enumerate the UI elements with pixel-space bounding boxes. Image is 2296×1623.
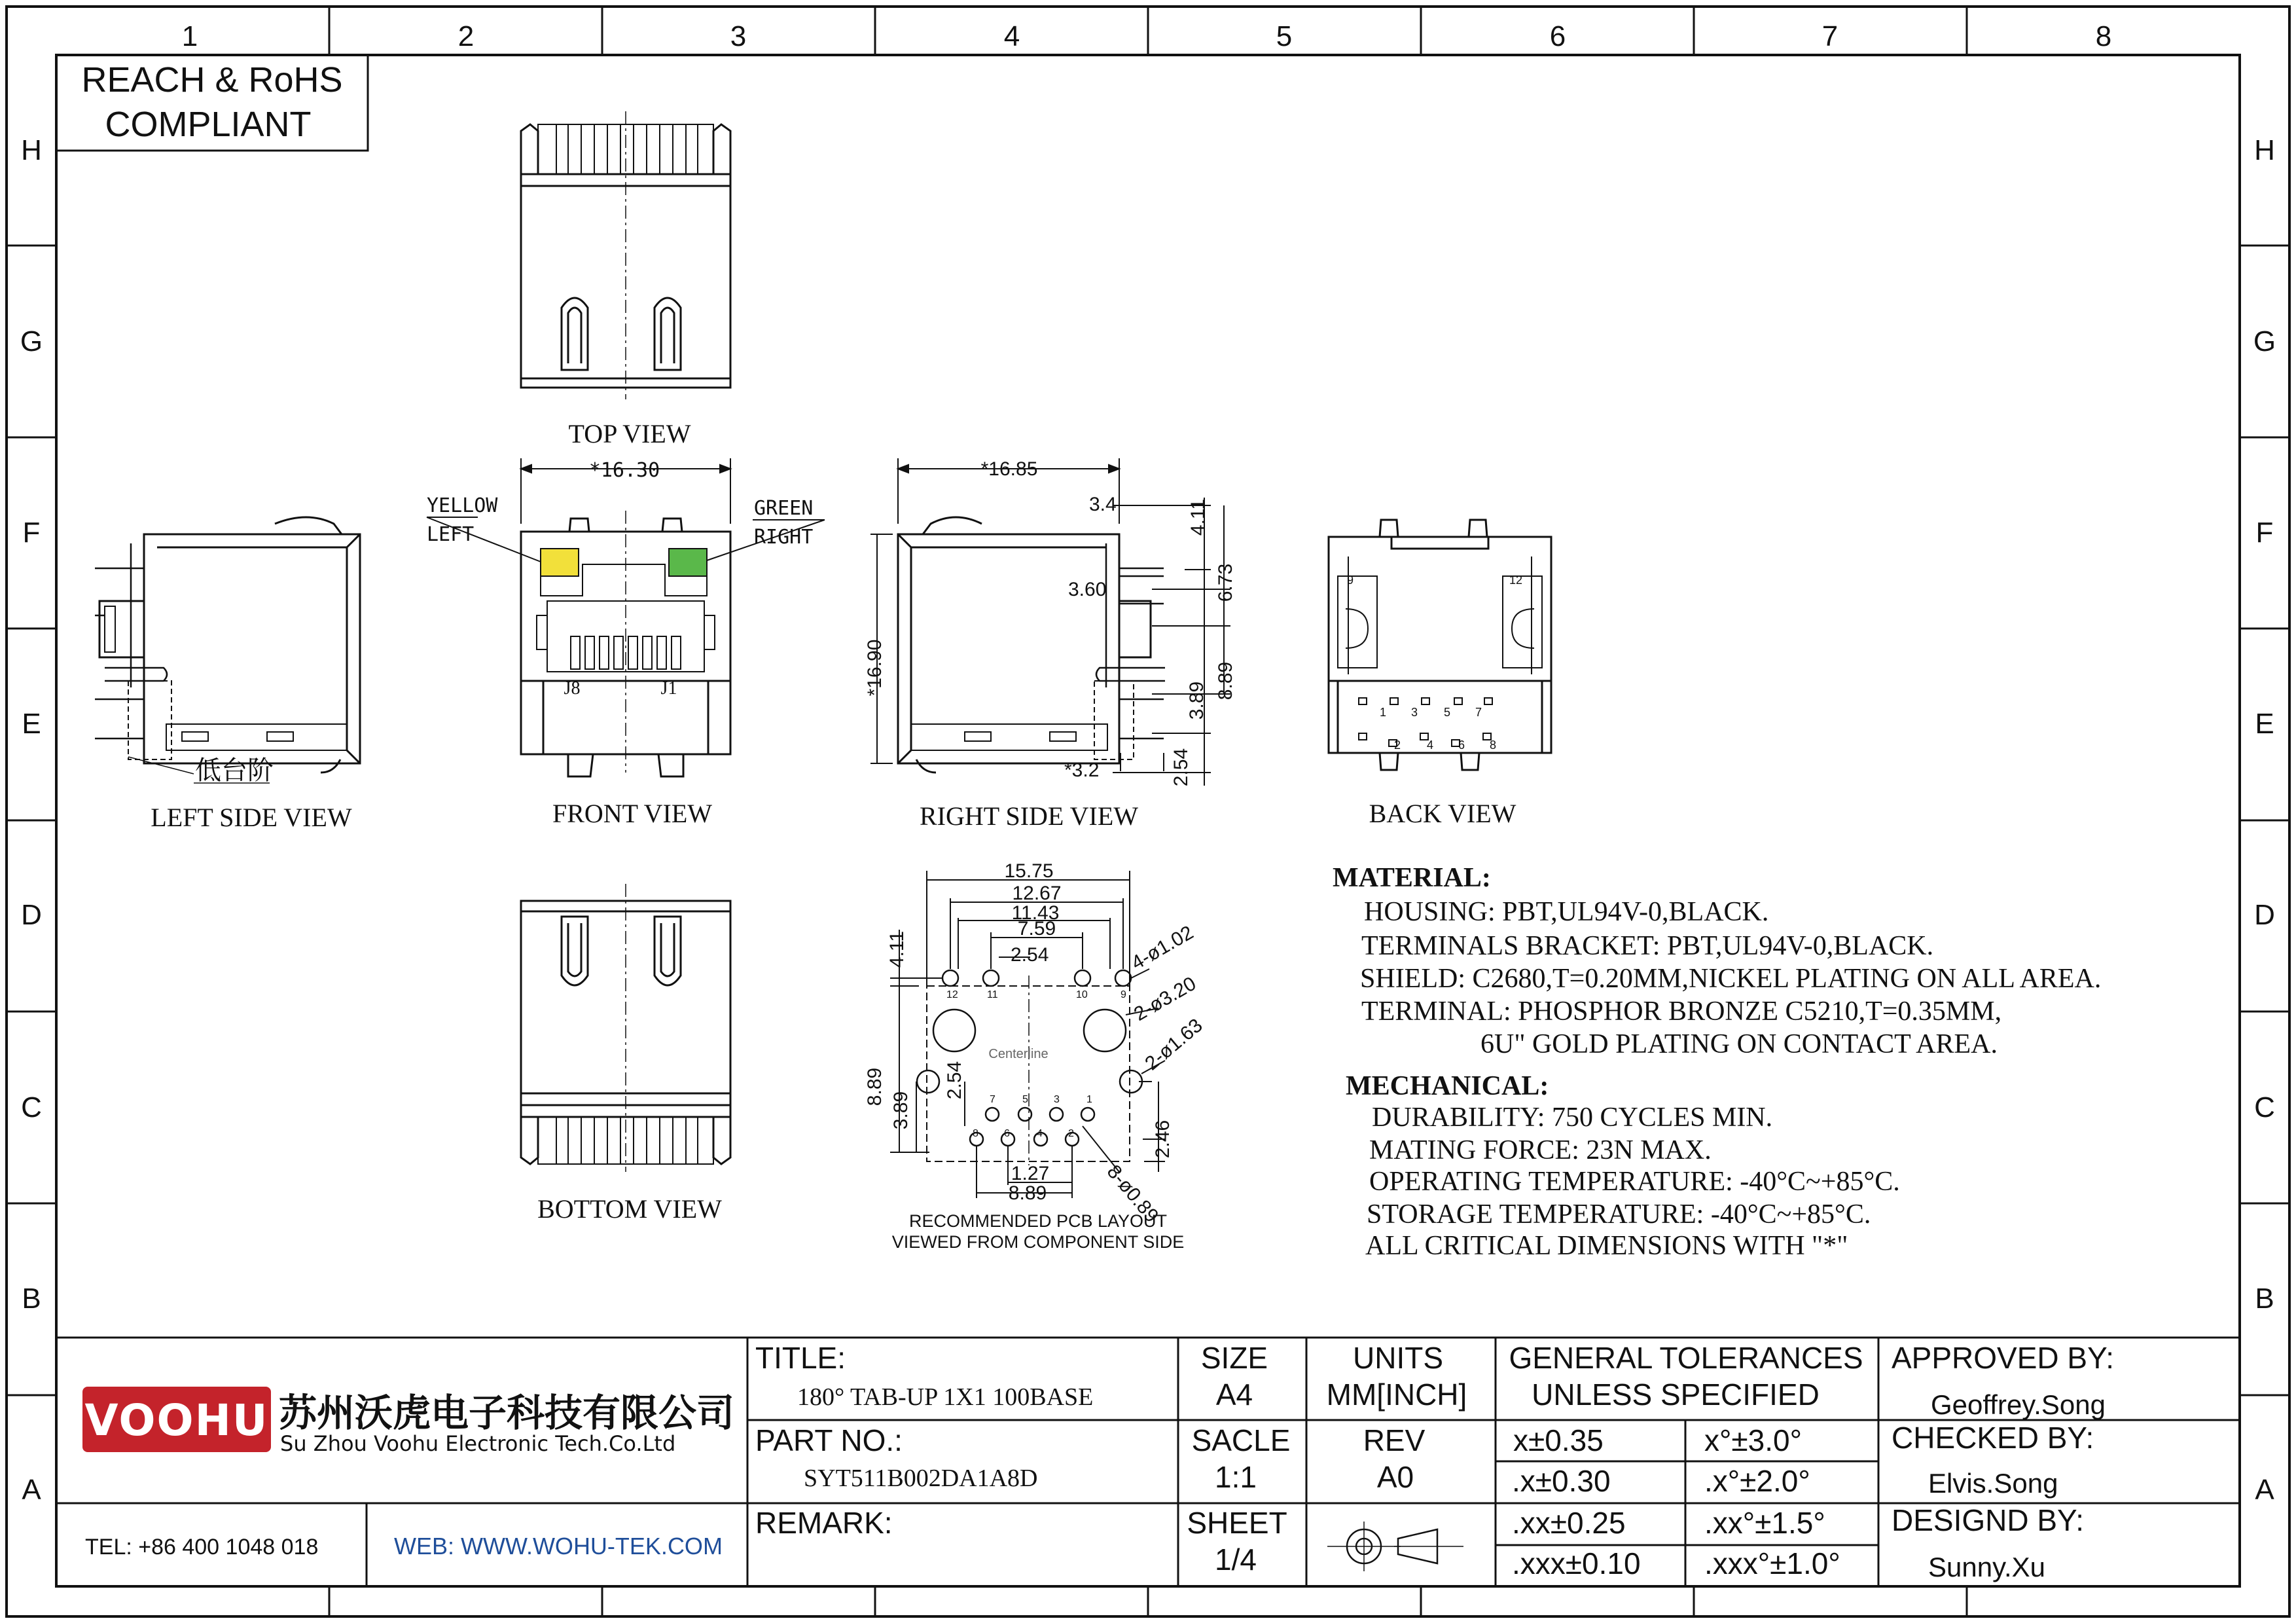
view-label-top: TOP VIEW: [568, 419, 691, 448]
right-side-view: [864, 458, 1236, 831]
label-yellow: YELLOW: [427, 494, 498, 517]
pcb-caption: VIEWED FROM COMPONENT SIDE: [891, 1232, 1185, 1252]
pin-label: 7: [990, 1094, 996, 1105]
led-green: [669, 549, 707, 576]
pin-label: 7: [1475, 706, 1482, 719]
row-label: H: [2254, 134, 2275, 166]
logo-text: VOOHU: [84, 1395, 269, 1446]
tolerance-angular: x°±3.0°: [1704, 1423, 1802, 1457]
hole-3-20: 2-ø3.20: [1130, 972, 1200, 1026]
centerline-label: Centerline: [988, 1047, 1049, 1061]
units-label: UNITS: [1353, 1341, 1443, 1375]
row-label: A: [22, 1474, 41, 1506]
row-label: F: [2255, 517, 2274, 549]
part-label: PART NO.:: [755, 1423, 903, 1457]
dim-2-54: 2.54: [1170, 748, 1192, 787]
col-label: 3: [730, 20, 747, 52]
sheet-value: 1/4: [1215, 1542, 1257, 1577]
top-view: [521, 111, 730, 448]
pin-label: 8: [973, 1128, 978, 1139]
col-label: 1: [181, 20, 198, 52]
dim-4-11: 4.11: [1187, 498, 1209, 536]
pin-label: 2: [1068, 1128, 1074, 1139]
compliance-line: REACH & RoHS: [81, 60, 343, 100]
mechanical-heading: MECHANICAL:: [1346, 1071, 1549, 1101]
back-view: [1329, 520, 1551, 828]
size-label: SIZE: [1200, 1341, 1268, 1375]
view-label-back: BACK VIEW: [1369, 799, 1516, 828]
row-label: B: [2255, 1283, 2274, 1315]
pin-label: 11: [987, 989, 998, 1000]
pcb-layout: [864, 860, 1207, 1252]
company-logo: [82, 1387, 271, 1452]
label-j1: J1: [660, 678, 677, 699]
checked-value: Elvis.Song: [1928, 1468, 2058, 1499]
dim-3-60: 3.60: [1068, 579, 1107, 600]
label-right: RIGHT: [754, 526, 814, 549]
pin-label: 8: [1490, 739, 1497, 752]
dim-height-right: *16.90: [864, 639, 886, 697]
mechanical-line: STORAGE TEMPERATURE: -40°C~+85°C.: [1367, 1199, 1871, 1230]
dim-3-4: 3.4: [1089, 494, 1117, 515]
sheet-label: SHEET: [1187, 1506, 1287, 1540]
col-label: 8: [2095, 20, 2112, 52]
col-label: 4: [1003, 20, 1020, 52]
company-name-cn: 苏州沃虎电子科技有限公司: [279, 1391, 735, 1435]
col-label: 7: [1821, 20, 1839, 52]
row-label: E: [22, 708, 41, 740]
designed-value: Sunny.Xu: [1928, 1552, 2046, 1582]
pin-label: 4: [1037, 1128, 1043, 1139]
tolerance-linear: x±0.35: [1513, 1423, 1604, 1457]
pin-label: 6: [1458, 739, 1465, 752]
pin-label: 9: [1347, 574, 1354, 587]
pin-label: 12: [946, 989, 958, 1000]
label-green: GREEN: [754, 497, 814, 520]
mechanical-line: OPERATING TEMPERATURE: -40°C~+85°C.: [1369, 1167, 1900, 1197]
dim-2-54-pcb: 2.54: [944, 1061, 965, 1100]
designed-label: DESIGND BY:: [1892, 1503, 2084, 1537]
title-block: [56, 1338, 2240, 1586]
step-note: 低台阶: [195, 756, 274, 786]
view-label-front: FRONT VIEW: [552, 799, 713, 828]
row-label: D: [2254, 899, 2275, 931]
pin-label: 12: [1509, 574, 1523, 587]
checked-label: CHECKED BY:: [1892, 1421, 2094, 1455]
approved-value: Geoffrey.Song: [1931, 1389, 2106, 1420]
tolerance-linear: .xx±0.25: [1512, 1506, 1626, 1540]
part-value: SYT511B002DA1A8D: [804, 1465, 1038, 1492]
units-value: MM[INCH]: [1326, 1377, 1467, 1412]
left-side-view: [95, 517, 360, 832]
col-label: 5: [1276, 20, 1293, 52]
hole-1-63: 2-ø1.63: [1141, 1014, 1207, 1075]
company-web: WEB: WWW.WOHU-TEK.COM: [394, 1533, 723, 1559]
mechanical-line: MATING FORCE: 23N MAX.: [1369, 1135, 1712, 1165]
dim-3-2: *3.2: [1064, 759, 1100, 781]
dim-2-54-top: 2.54: [1011, 944, 1049, 966]
compliance-box: [56, 55, 368, 151]
dim-1-27: 1.27: [1011, 1163, 1050, 1184]
dim-width: *16.30: [588, 459, 660, 482]
dim-7-59: 7.59: [1017, 918, 1056, 939]
projection-symbol-icon: [1327, 1522, 1463, 1571]
pin-label: 6: [1004, 1128, 1010, 1139]
company-name-en: Su Zhou Voohu Electronic Tech.Co.Ltd: [280, 1431, 676, 1456]
dim-8-89-bottom: 8.89: [1008, 1182, 1047, 1204]
led-yellow: [541, 549, 579, 576]
pin-label: 5: [1022, 1094, 1028, 1105]
tolerances-heading: UNLESS SPECIFIED: [1532, 1377, 1820, 1412]
approved-label: APPROVED BY:: [1892, 1341, 2115, 1375]
dim-2-46: 2.46: [1152, 1120, 1174, 1159]
tolerances-heading: GENERAL TOLERANCES: [1509, 1341, 1863, 1375]
front-view: [427, 458, 825, 828]
pin-label: 3: [1054, 1094, 1060, 1105]
material-heading: MATERIAL:: [1333, 863, 1491, 893]
material-line: HOUSING: PBT,UL94V-0,BLACK.: [1364, 897, 1769, 927]
pin-label: 2: [1394, 739, 1401, 752]
tolerance-angular: .xxx°±1.0°: [1704, 1546, 1840, 1580]
view-label-bottom: BOTTOM VIEW: [537, 1194, 722, 1224]
col-label: 2: [457, 20, 475, 52]
dim-width-right: *16.85: [980, 458, 1038, 480]
tolerance-linear: .x±0.30: [1512, 1464, 1611, 1498]
dim-3-89-pcb: 3.89: [890, 1091, 912, 1130]
tolerance-angular: .xx°±1.5°: [1704, 1506, 1825, 1540]
row-label: D: [21, 899, 42, 931]
hole-1-02: 4-ø1.02: [1128, 921, 1198, 975]
size-value: A4: [1215, 1377, 1253, 1412]
row-label: A: [2255, 1474, 2274, 1506]
dim-12-67: 12.67: [1012, 883, 1062, 904]
mechanical-line: ALL CRITICAL DIMENSIONS WITH "*": [1365, 1231, 1848, 1261]
pin-label: 1: [1086, 1094, 1092, 1105]
material-line: TERMINALS BRACKET: PBT,UL94V-0,BLACK.: [1361, 931, 1934, 961]
dim-8-89: 8.89: [1215, 661, 1236, 701]
row-label: B: [22, 1283, 41, 1315]
tolerance-angular: .x°±2.0°: [1704, 1464, 1810, 1498]
material-line: 6U" GOLD PLATING ON CONTACT AREA.: [1480, 1029, 1998, 1059]
material-line: TERMINAL: PHOSPHOR BRONZE C5210,T=0.35MM,: [1361, 996, 2002, 1027]
pin-label: 4: [1427, 739, 1434, 752]
pcb-caption: RECOMMENDED PCB LAYOUT: [908, 1211, 1168, 1231]
scale-value: 1:1: [1215, 1460, 1257, 1494]
dim-11-43: 11.43: [1011, 902, 1060, 924]
title-label: TITLE:: [755, 1341, 846, 1375]
row-label: C: [2254, 1091, 2275, 1123]
row-label: F: [22, 517, 41, 549]
pin-label: 3: [1411, 706, 1418, 719]
tolerance-linear: .xxx±0.10: [1512, 1546, 1641, 1580]
label-j8: J8: [564, 678, 581, 699]
hole-0-89: 8-ø0.89: [1102, 1161, 1163, 1227]
label-left: LEFT: [427, 523, 475, 546]
pin-label: 9: [1121, 989, 1126, 1000]
dim-15-75: 15.75: [1004, 860, 1054, 882]
view-label-left: LEFT SIDE VIEW: [151, 803, 352, 832]
dim-8-89-pcb: 8.89: [864, 1067, 886, 1106]
title-value: 180° TAB-UP 1X1 100BASE: [797, 1383, 1094, 1411]
pin-label: 1: [1380, 706, 1387, 719]
row-label: H: [21, 134, 42, 166]
material-line: SHIELD: C2680,T=0.20MM,NICKEL PLATING ON ALL AREA.: [1360, 964, 2102, 994]
dim-6-73: 6.73: [1215, 563, 1236, 602]
scale-label: SACLE: [1191, 1423, 1291, 1457]
rev-label: REV: [1363, 1423, 1426, 1457]
bottom-view: [521, 884, 730, 1224]
row-label: G: [2253, 325, 2276, 357]
rev-value: A0: [1376, 1460, 1414, 1494]
notes: [1333, 863, 2101, 1261]
row-label: G: [20, 325, 43, 357]
pin-label: 10: [1076, 989, 1088, 1000]
pin-label: 5: [1444, 706, 1451, 719]
dim-4-11-pcb: 4.11: [886, 930, 908, 968]
row-label: E: [2255, 708, 2274, 740]
row-label: C: [21, 1091, 42, 1123]
compliance-line: COMPLIANT: [105, 105, 312, 144]
mechanical-line: DURABILITY: 750 CYCLES MIN.: [1372, 1103, 1773, 1133]
view-label-right: RIGHT SIDE VIEW: [919, 801, 1139, 831]
remark-label: REMARK:: [755, 1506, 893, 1540]
col-label: 6: [1549, 20, 1566, 52]
dim-3-89: 3.89: [1186, 681, 1208, 720]
company-tel: TEL: +86 400 1048 018: [85, 1535, 319, 1559]
